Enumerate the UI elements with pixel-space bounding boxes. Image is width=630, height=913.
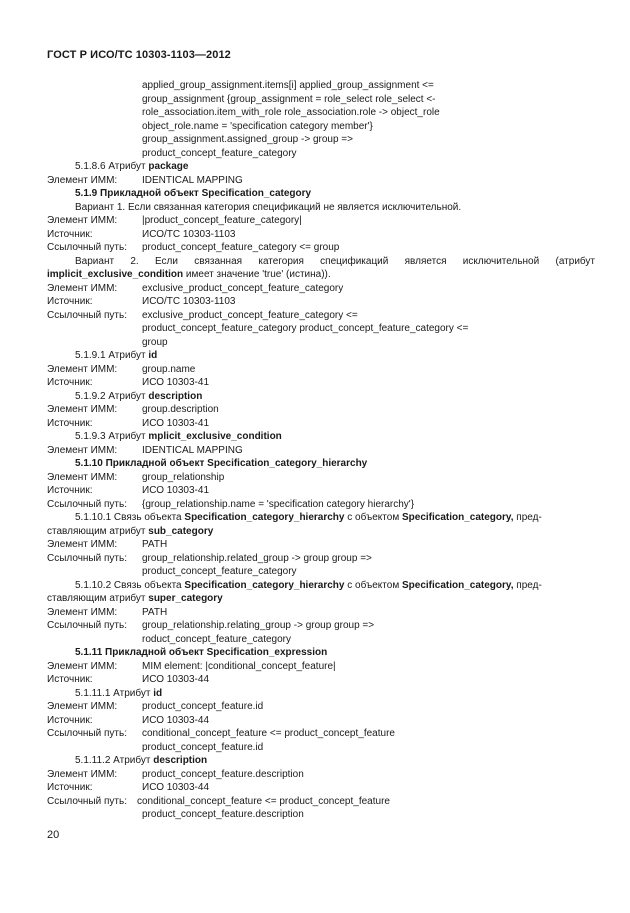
entity-name: Specification_category, bbox=[401, 579, 514, 591]
mapping-value: {group_relationship.name = 'specification category hierarchy'} bbox=[142, 498, 415, 510]
text-line: product_concept_feature.description bbox=[142, 809, 304, 820]
text-line: group bbox=[142, 336, 168, 348]
attribute-number: 5.1.9.3 Атрибут bbox=[75, 431, 149, 442]
attribute-name: description bbox=[153, 755, 208, 766]
text-line: product_concept_feature_category product_concept_feature_category <= bbox=[142, 323, 469, 334]
mapping-value: ИСО 10303-44 bbox=[142, 782, 210, 793]
text-line: applied_group_assignment.items[i] applied_group_assignment <= bbox=[142, 80, 434, 91]
mapping-label: Источник: bbox=[47, 296, 93, 307]
section-heading-text: 5.1.9 Прикладной объект Specification_category bbox=[75, 188, 312, 199]
mapping-row bbox=[47, 768, 595, 782]
mapping-row bbox=[47, 174, 595, 188]
mapping-row bbox=[47, 660, 595, 674]
mapping-label: Источник: bbox=[47, 377, 93, 388]
mapping-value: group.description bbox=[142, 404, 219, 415]
paragraph bbox=[47, 268, 595, 282]
page-header: ГОСТ Р ИСО/ТС 10303-1103—2012 bbox=[47, 49, 231, 61]
attribute-heading bbox=[47, 430, 595, 444]
text-line: product_concept_feature_category bbox=[142, 147, 297, 159]
mapping-label: Ссылочный путь: bbox=[47, 309, 127, 321]
text-line: product_concept_feature.id bbox=[142, 741, 264, 753]
mapping-value: conditional_concept_feature <= product_concept_feature bbox=[142, 728, 395, 739]
paragraph: Вариант 1. Если связанная категория спецификаций не является исключительной. bbox=[75, 201, 462, 213]
section-heading bbox=[47, 187, 595, 201]
mapping-value: product_concept_feature_category <= group bbox=[142, 242, 340, 253]
mapping-row bbox=[47, 241, 595, 255]
mapping-row bbox=[47, 538, 595, 552]
attribute-name: sub_category bbox=[148, 525, 214, 537]
section-heading bbox=[47, 457, 595, 471]
mapping-value: PATH bbox=[142, 606, 168, 618]
mapping-value: ИСО 10303-44 bbox=[142, 674, 210, 685]
mapping-row bbox=[47, 673, 595, 687]
mapping-value: |product_concept_feature_category| bbox=[142, 215, 302, 226]
mapping-row bbox=[47, 376, 595, 390]
mapping-value: conditional_concept_feature <= product_concept_feature bbox=[137, 795, 390, 807]
mapping-label: Элемент ИММ: bbox=[47, 768, 118, 780]
mapping-value: exclusive_product_concept_feature_category <= bbox=[142, 309, 358, 321]
mapping-row bbox=[47, 417, 595, 431]
entity-name: Specification_category_hierarchy bbox=[184, 579, 345, 591]
mapping-label: Элемент ИММ: bbox=[47, 471, 118, 483]
mapping-label: Источник: bbox=[47, 674, 93, 685]
mapping-label: Элемент ИММ: bbox=[47, 539, 118, 550]
mapping-value: ИСО 10303-41 bbox=[142, 417, 210, 429]
attribute-name: description bbox=[148, 390, 203, 402]
relationship-text: с объектом bbox=[344, 579, 402, 591]
paragraph-text: имеет значение 'true' (истина)). bbox=[183, 269, 331, 280]
mapping-value: ИСО 10303-41 bbox=[142, 485, 210, 496]
attribute-number: 5.1.11.1 Атрибут bbox=[75, 687, 154, 699]
attribute-name: id bbox=[148, 350, 158, 361]
mapping-row bbox=[47, 781, 595, 795]
mapping-row bbox=[47, 714, 595, 728]
attribute-name: id bbox=[153, 687, 163, 699]
mapping-row bbox=[47, 228, 595, 242]
mapping-label: Ссылочный путь: bbox=[47, 552, 127, 564]
mapping-label: Элемент ИММ: bbox=[47, 363, 118, 375]
text-line: product_concept_feature_category bbox=[142, 566, 297, 577]
mapping-row bbox=[47, 552, 595, 566]
mapping-row bbox=[47, 214, 595, 228]
attribute-name: mplicit_exclusive_condition bbox=[148, 431, 282, 442]
mapping-value: group_relationship.relating_group -> group group => bbox=[142, 620, 375, 631]
paragraph-text: ставляющим атрибут bbox=[47, 525, 149, 537]
paragraph bbox=[47, 525, 595, 539]
mapping-label: Элемент ИММ: bbox=[47, 701, 118, 712]
mapping-row bbox=[47, 484, 595, 498]
mapping-row bbox=[47, 498, 595, 512]
attribute-number: 5.1.11.2 Атрибут bbox=[75, 755, 154, 766]
attribute-name: super_category bbox=[148, 593, 223, 604]
mapping-label: Источник: bbox=[47, 714, 93, 726]
relationship-text: пред- bbox=[513, 512, 542, 523]
paragraph: Вариант 2. Если связанная категория спецификаций является исключительной (атрибут bbox=[75, 255, 595, 267]
section-heading-text: 5.1.11 Прикладной объект Specification_expression bbox=[75, 647, 328, 658]
attribute-name: package bbox=[148, 161, 189, 172]
mapping-label: Элемент ИММ: bbox=[47, 404, 118, 415]
text-line: group_assignment {group_assignment = role_select role_select <- bbox=[142, 93, 436, 105]
relationship-number: 5.1.10.2 Связь объекта bbox=[75, 579, 185, 591]
mapping-label: Элемент ИММ: bbox=[47, 174, 118, 186]
mapping-value: group_relationship.related_group -> group group => bbox=[142, 552, 372, 564]
mapping-value: group.name bbox=[142, 363, 196, 375]
relationship-number: 5.1.10.1 Связь объекта bbox=[75, 512, 185, 523]
section-heading bbox=[47, 646, 595, 660]
text-line: role_association.item_with_role role_association.role -> object_role bbox=[142, 107, 440, 118]
mapping-row bbox=[47, 309, 595, 323]
paragraph-text: ставляющим атрибут bbox=[47, 593, 149, 604]
mapping-row bbox=[47, 403, 595, 417]
mapping-value: IDENTICAL MAPPING bbox=[142, 174, 243, 186]
relationship-heading bbox=[47, 579, 595, 593]
mapping-row bbox=[47, 795, 595, 809]
mapping-label: Элемент ИММ: bbox=[47, 660, 118, 672]
mapping-value: ИСО/ТС 10303-1103 bbox=[142, 228, 236, 240]
mapping-value: product_concept_feature.description bbox=[142, 768, 304, 780]
text-line: roduct_concept_feature_category bbox=[142, 633, 291, 645]
attribute-heading bbox=[47, 687, 595, 701]
entity-name: Specification_category_hierarchy bbox=[184, 512, 345, 523]
mapping-row bbox=[47, 700, 595, 714]
mapping-value: ИСО 10303-41 bbox=[142, 377, 210, 388]
mapping-row bbox=[47, 471, 595, 485]
attribute-heading bbox=[47, 390, 595, 404]
attribute-heading bbox=[47, 349, 595, 363]
mapping-label: Ссылочный путь: bbox=[47, 498, 127, 510]
page-number: 20 bbox=[47, 829, 60, 841]
mapping-value: IDENTICAL MAPPING bbox=[142, 444, 243, 456]
mapping-label: Источник: bbox=[47, 417, 93, 429]
text-line: object_role.name = 'specification category member'} bbox=[142, 120, 373, 132]
section-heading-text: 5.1.10 Прикладной объект Specification_category_hierarchy bbox=[75, 458, 368, 469]
mapping-row bbox=[47, 363, 595, 377]
attribute-number: 5.1.8.6 Атрибут bbox=[75, 161, 149, 172]
mapping-value: ИСО/ТС 10303-1103 bbox=[142, 296, 236, 307]
relationship-text: с объектом bbox=[344, 512, 402, 523]
mapping-label: Элемент ИММ: bbox=[47, 215, 118, 226]
mapping-label: Источник: bbox=[47, 485, 93, 496]
mapping-value: group_relationship bbox=[142, 471, 225, 483]
mapping-row bbox=[47, 619, 595, 633]
mapping-label: Ссылочный путь: bbox=[47, 795, 127, 807]
mapping-row bbox=[47, 295, 595, 309]
entity-name: Specification_category, bbox=[401, 512, 514, 523]
mapping-row bbox=[47, 282, 595, 296]
mapping-row bbox=[47, 606, 595, 620]
mapping-value: PATH bbox=[142, 539, 168, 550]
attribute-number: 5.1.9.2 Атрибут bbox=[75, 390, 149, 402]
mapping-label: Элемент ИММ: bbox=[47, 444, 118, 456]
mapping-value: ИСО 10303-44 bbox=[142, 714, 210, 726]
attribute-name: implicit_exclusive_condition bbox=[47, 269, 184, 280]
mapping-label: Ссылочный путь: bbox=[47, 620, 127, 631]
text-line: group_assignment.assigned_group -> group => bbox=[142, 134, 353, 145]
relationship-text: пред- bbox=[513, 579, 542, 591]
attribute-heading bbox=[47, 160, 595, 174]
mapping-label: Ссылочный путь: bbox=[47, 728, 127, 739]
mapping-label: Элемент ИММ: bbox=[47, 606, 118, 618]
relationship-heading bbox=[47, 511, 595, 525]
paragraph bbox=[47, 592, 595, 606]
mapping-label: Элемент ИММ: bbox=[47, 282, 118, 294]
mapping-label: Источник: bbox=[47, 782, 93, 793]
mapping-row bbox=[47, 444, 595, 458]
attribute-heading bbox=[47, 754, 595, 768]
mapping-label: Ссылочный путь: bbox=[47, 242, 127, 253]
attribute-number: 5.1.9.1 Атрибут bbox=[75, 350, 149, 361]
mapping-value: exclusive_product_concept_feature_category bbox=[142, 282, 344, 294]
mapping-label: Источник: bbox=[47, 228, 93, 240]
mapping-value: MIM element: |conditional_concept_feature| bbox=[142, 660, 336, 672]
mapping-value: product_concept_feature.id bbox=[142, 701, 264, 712]
mapping-row bbox=[47, 727, 595, 741]
document-body bbox=[47, 79, 595, 822]
